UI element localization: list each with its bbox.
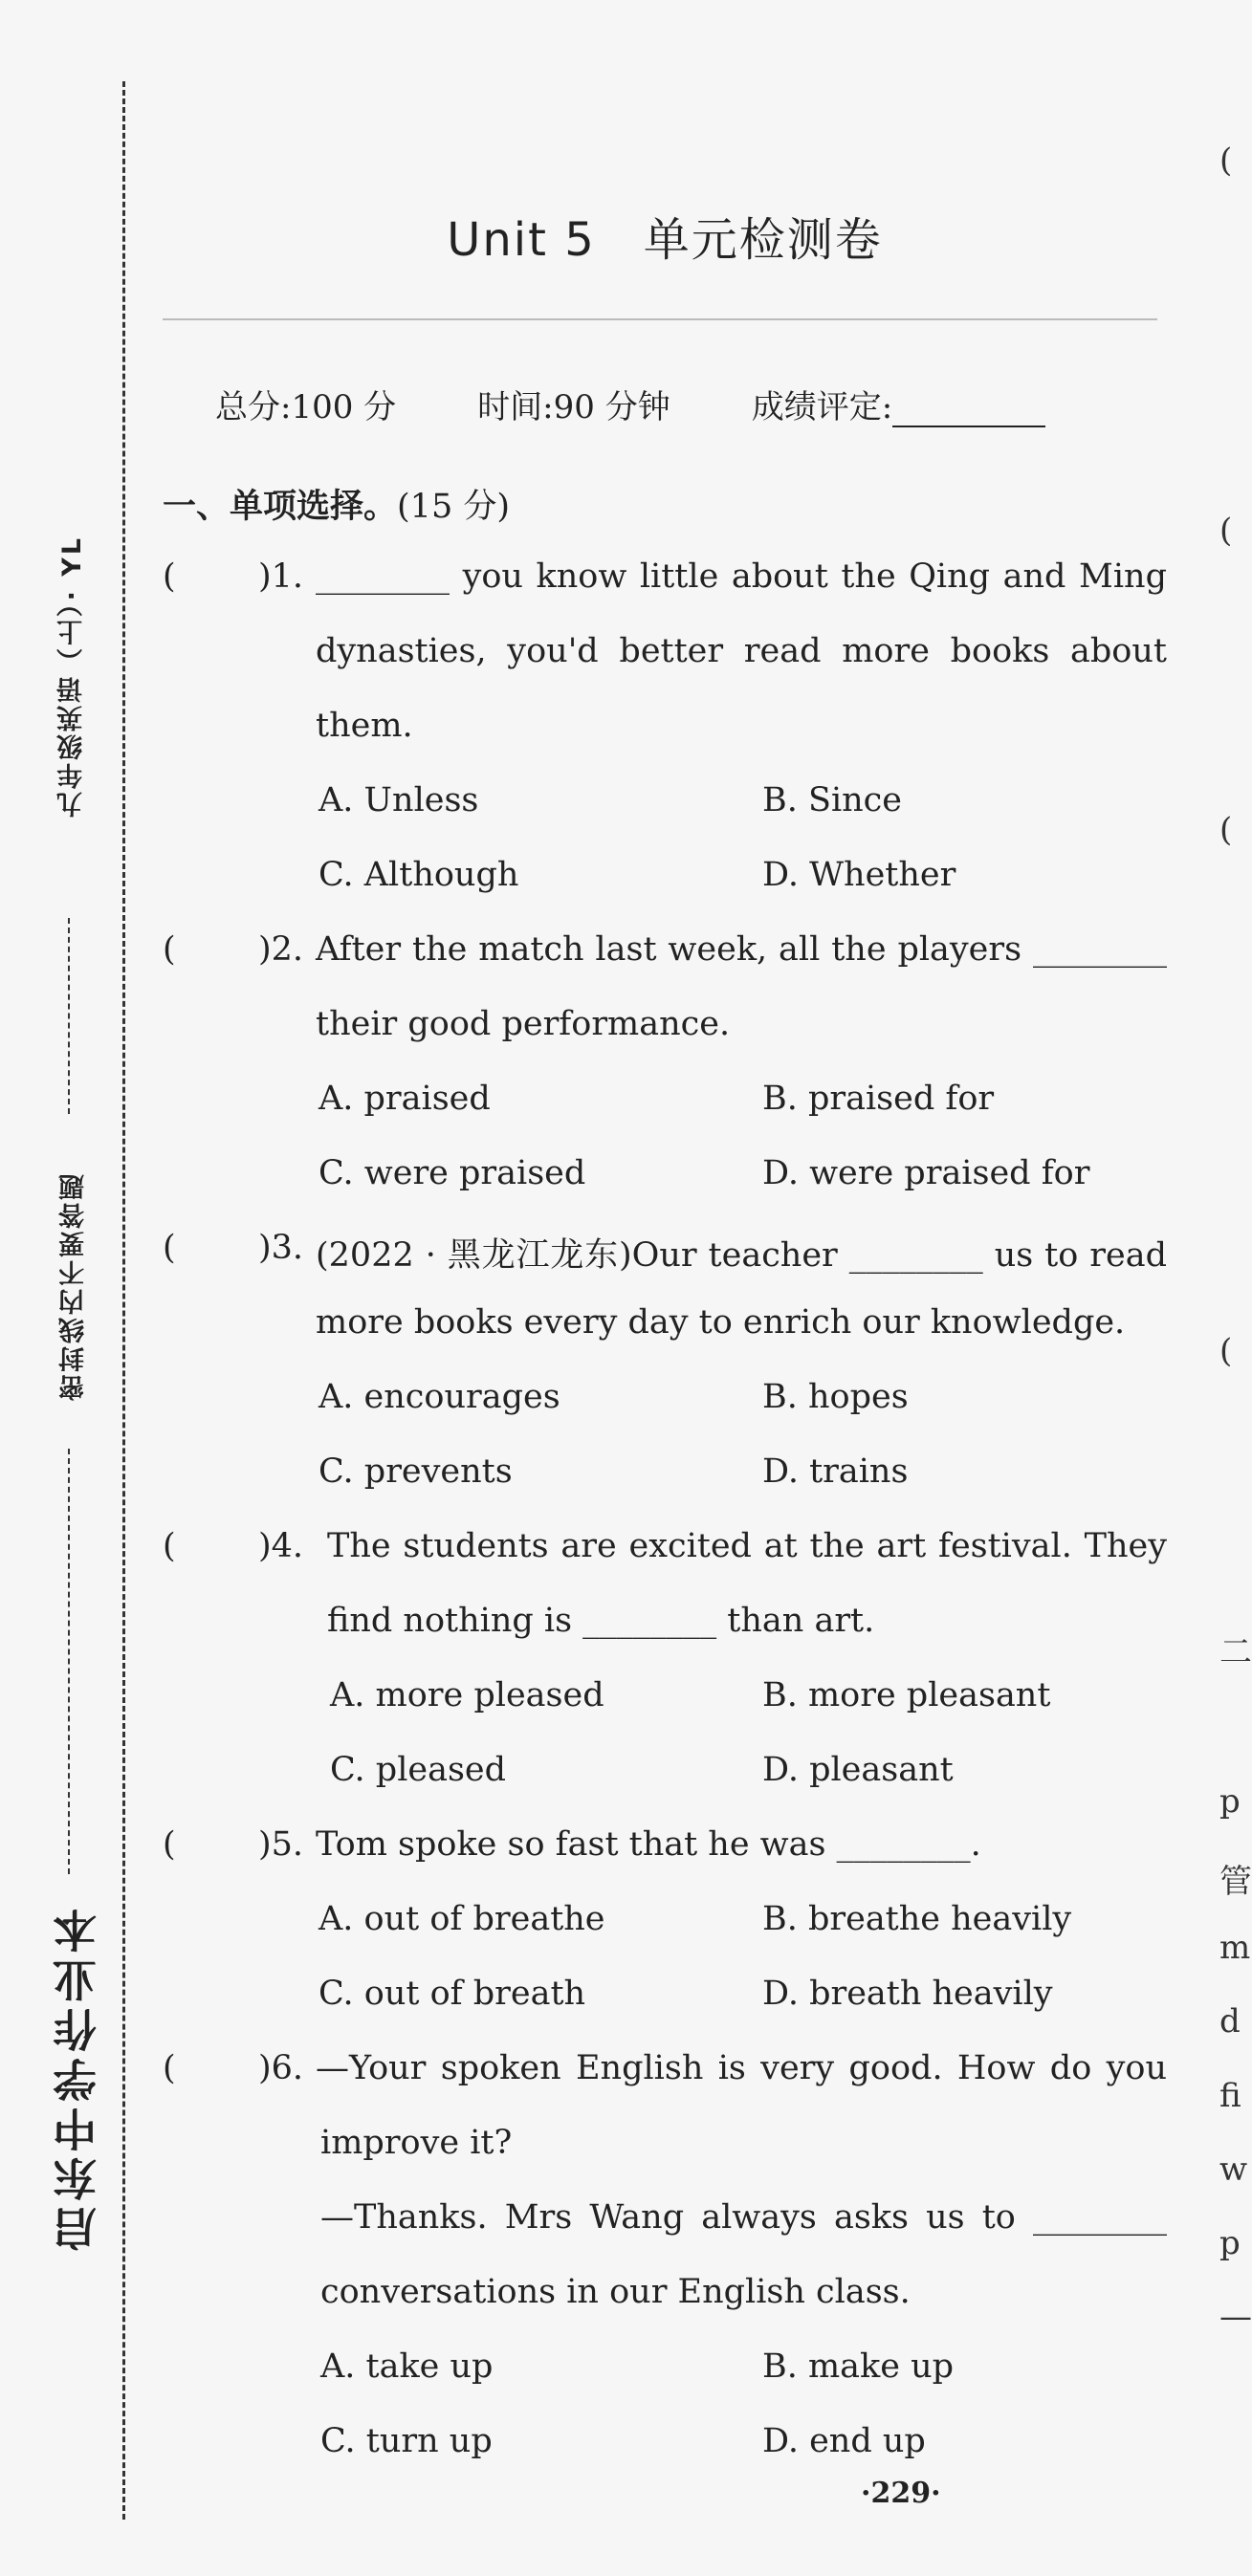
question-text-line: —Thanks. Mrs Wang always asks us to ________	[320, 2198, 1167, 2237]
question-text-line: The students are excited at the art festival. They	[327, 1527, 1167, 1565]
option-a[interactable]: A. encourages	[318, 1378, 560, 1416]
edge-fragment: (	[1219, 1332, 1233, 1370]
option-d[interactable]: D. breath heavily	[762, 1975, 1053, 2013]
binding-dash	[68, 918, 70, 1114]
answer-paren[interactable]: (	[163, 557, 176, 596]
school-workbook-label: 启东中学作业本	[52, 1903, 103, 2251]
exam-info	[215, 381, 1045, 427]
question-text-line: —Your spoken English is very good. How do you	[316, 2049, 1167, 2087]
section-title: 一、单项选择。	[163, 488, 398, 526]
series-label: 九年级英语（上）· YL	[57, 535, 87, 818]
edge-fragment: —	[1219, 2298, 1252, 2336]
edge-fragment: (	[1219, 512, 1233, 550]
option-c[interactable]: C. were praised	[318, 1154, 586, 1192]
question-number: )2.	[258, 930, 304, 969]
option-a[interactable]: A. take up	[320, 2347, 494, 2386]
total-score: 总分:100 分	[215, 388, 397, 426]
option-d[interactable]: D. pleasant	[762, 1751, 954, 1789]
question-text-line: (2022 · 黑龙江龙东)Our teacher ________ us to read	[316, 1236, 1167, 1275]
question-text-line: them.	[316, 707, 413, 745]
edge-fragment: (	[1219, 811, 1233, 849]
answer-paren[interactable]: (	[163, 1229, 176, 1267]
option-c[interactable]: C. out of breath	[318, 1975, 586, 2013]
edge-fragment: fi	[1219, 2077, 1241, 2115]
question-text-line: find nothing is ________ than art.	[327, 1602, 875, 1640]
question-text-line: improve it?	[320, 2124, 513, 2162]
option-a[interactable]: A. praised	[318, 1080, 491, 1118]
question-text-line: conversations in our English class.	[320, 2273, 911, 2311]
option-d[interactable]: D. were praised for	[762, 1154, 1090, 1192]
question-number: )5.	[258, 1825, 304, 1864]
option-c[interactable]: C. prevents	[318, 1452, 513, 1491]
no-answer-notice: 密封线内不要答题	[59, 1171, 89, 1401]
question-number: )4.	[258, 1527, 304, 1565]
page-title: Unit 5 单元检测卷	[447, 213, 883, 267]
grade-field	[752, 381, 1045, 427]
question-number: )1.	[258, 557, 304, 596]
section-heading	[163, 480, 510, 528]
title-divider	[163, 318, 1157, 320]
answer-paren[interactable]: (	[163, 1825, 176, 1864]
question-text-line: their good performance.	[316, 1005, 731, 1043]
question-text-line: Tom spoke so fast that he was ________.	[316, 1825, 981, 1864]
grade-blank[interactable]	[892, 393, 1045, 427]
option-b[interactable]: B. Since	[762, 781, 902, 819]
option-b[interactable]: B. more pleasant	[762, 1676, 1051, 1714]
time-limit: 时间:90 分钟	[477, 388, 670, 426]
answer-paren[interactable]: (	[163, 930, 176, 969]
question-text-line: After the match last week, all the players ________	[316, 930, 1167, 969]
option-b[interactable]: B. make up	[762, 2347, 955, 2386]
edge-fragment: d	[1219, 2002, 1241, 2041]
question-text-line: more books every day to enrich our knowledge.	[316, 1303, 1126, 1342]
option-d[interactable]: D. end up	[762, 2422, 926, 2460]
option-a[interactable]: A. more pleased	[330, 1676, 604, 1714]
binding-cut-line	[122, 81, 125, 2520]
option-a[interactable]: A. Unless	[318, 781, 479, 819]
question-text-line: dynasties, you'd better read more books about	[316, 632, 1167, 670]
edge-fragment: p	[1219, 2224, 1241, 2262]
question-number: )3.	[258, 1229, 304, 1267]
answer-paren[interactable]: (	[163, 2049, 176, 2087]
option-d[interactable]: D. Whether	[762, 856, 956, 894]
page-number: ·229·	[861, 2477, 941, 2510]
option-b[interactable]: B. hopes	[762, 1378, 909, 1416]
edge-fragment: w	[1219, 2150, 1248, 2189]
option-c[interactable]: C. pleased	[330, 1751, 507, 1789]
edge-fragment: 管	[1219, 1863, 1252, 1901]
binding-dash	[68, 1449, 70, 1874]
edge-fragment: m	[1219, 1929, 1251, 1967]
option-b[interactable]: B. praised for	[762, 1080, 995, 1118]
question-text-line: ________ you know little about the Qing and Ming	[316, 557, 1167, 596]
section-points: (15 分)	[397, 488, 510, 526]
edge-fragment: p	[1219, 1782, 1241, 1821]
option-c[interactable]: C. turn up	[320, 2422, 493, 2460]
grade-label: 成绩评定:	[751, 388, 893, 426]
option-b[interactable]: B. breathe heavily	[762, 1900, 1072, 1938]
option-d[interactable]: D. trains	[762, 1452, 909, 1491]
option-c[interactable]: C. Although	[318, 856, 519, 894]
edge-fragment: (	[1219, 142, 1233, 180]
answer-paren[interactable]: (	[163, 1527, 176, 1565]
option-a[interactable]: A. out of breathe	[318, 1900, 605, 1938]
edge-fragment: 二	[1219, 1633, 1252, 1671]
question-number: )6.	[258, 2049, 304, 2087]
